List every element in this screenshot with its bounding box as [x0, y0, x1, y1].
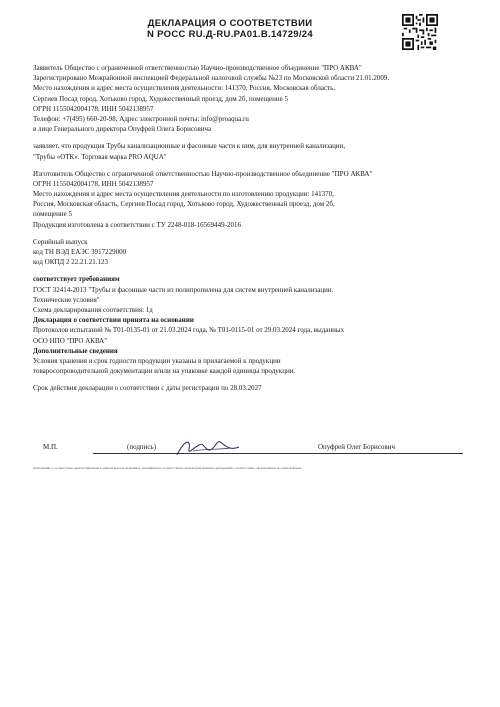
handwritten-signature	[173, 435, 243, 461]
declaration-body	[33, 64, 463, 394]
signature-block	[33, 443, 463, 465]
manufacturer-ogrn: ОГРН 1155042004178, ИНН 5042138957	[33, 179, 154, 188]
manufacturer-address-3: помещение 5	[33, 210, 72, 219]
qr-code-icon	[402, 14, 438, 50]
signatory-name: Опуфрей Олег Борисович	[318, 443, 395, 451]
stamp-place-label: М.П.	[43, 443, 58, 451]
footnote-text: Декларация о соответствии зарегистрирована в едином реестре выданных сертификатов соответствия и зарегистрированных деклараций о соответствии, оформленных по единой форме	[33, 466, 302, 470]
registration-text: Зарегистрировано Межрайонной инспекцией Федеральной налоговой службы №23 по Московской области 21.01.2009.	[33, 74, 390, 83]
applicant-text: Заявитель Общество с ограниченной ответственностью Научно-производственное объединение "ПРО АКВА"	[33, 64, 362, 72]
signature-line	[93, 453, 463, 454]
document-title	[60, 18, 400, 40]
declares-line-2: "Трубы «ОТК». Торговая марка PRO AQUA"	[33, 152, 167, 161]
code-tn-ved: код ТН ВЭД ЕАЭС 3917229000	[33, 248, 127, 256]
representative-text: в лице Генерального директора Опуфрей Олега Борисовича	[33, 125, 212, 134]
extra-line-2: товаросопроводительной документации и/или на упаковке каждой единицы продукции.	[33, 367, 296, 376]
declares-line-1: заявляет, что продукция Трубы канализационные и фасонные части к ним, для внутренней канализации,	[33, 142, 346, 151]
extra-line-1: Условия хранения и срок годности продукции указаны в прилагаемой к продукции	[33, 356, 281, 365]
serial-production: Серийный выпуск	[33, 237, 88, 246]
address-line-1: Место нахождения и адрес места осуществления деятельности: 141370, Россия, Московская область,	[33, 84, 336, 93]
title-line-1: ДЕКЛАРАЦИЯ О СООТВЕТСТВИИ	[147, 18, 313, 29]
requirements-line-2: Технические условия"	[33, 295, 100, 304]
manufacturer-text: Изготовитель Общество с ограниченной ответственностью Научно-производственное объединение "ПРО АКВА"	[33, 169, 373, 178]
basis-line-2: ОСО НПО "ПРО АКВА"	[33, 336, 108, 345]
signature-label: (подпись)	[127, 443, 157, 451]
validity-label: Срок действия декларации о соответствии с даты регистрации по 28.03.2027	[33, 384, 262, 393]
requirements-heading: соответствует требованиям	[33, 275, 120, 284]
address-line-2: Сергиев Посад город, Хотьково город, Художественный проезд, дом 2б, помещение 5	[33, 94, 288, 103]
basis-line-1: Протоколов испытаний № Т01-0135-01 от 21.03.2024 года, № Т01-0115-01 от 29.03.2024 года, выданных	[33, 326, 345, 335]
requirements-line-1: ГОСТ 32414-2013 "Трубы и фасонные части из полипропилена для систем внутренней канализации.	[33, 285, 334, 294]
extra-heading: Дополнительные сведения	[33, 346, 118, 355]
declaration-scheme: Схема декларирования соответствия: 1д	[33, 305, 153, 314]
title-line-2: N РОСС RU.Д-RU.PA01.B.14729/24	[147, 29, 313, 40]
manufacturer-address-2: Россия, Московская область, Сергиев Посад город, Хотьково город, Художественный проезд, дом 2б,	[33, 200, 335, 209]
contacts-text: Телефон: +7(495) 660-20-98, Адрес электронной почты: info@proaqua.ru	[33, 114, 249, 123]
basis-heading: Декларация о соответствии принята на основании	[33, 316, 194, 325]
validity-text	[33, 384, 463, 393]
ogrn-text: ОГРН 1155042004178, ИНН 5042138957	[33, 104, 154, 113]
manufacturer-address-1: Место нахождения и адрес места осуществления деятельности по изготовлению продукции: 141370,	[33, 190, 334, 199]
technical-conditions: Продукция изготовлена в соответствии с ТУ 2248-018-16569449-2016	[33, 220, 241, 229]
code-okpd: код ОКПД 2 22.21.21.123	[33, 258, 108, 267]
